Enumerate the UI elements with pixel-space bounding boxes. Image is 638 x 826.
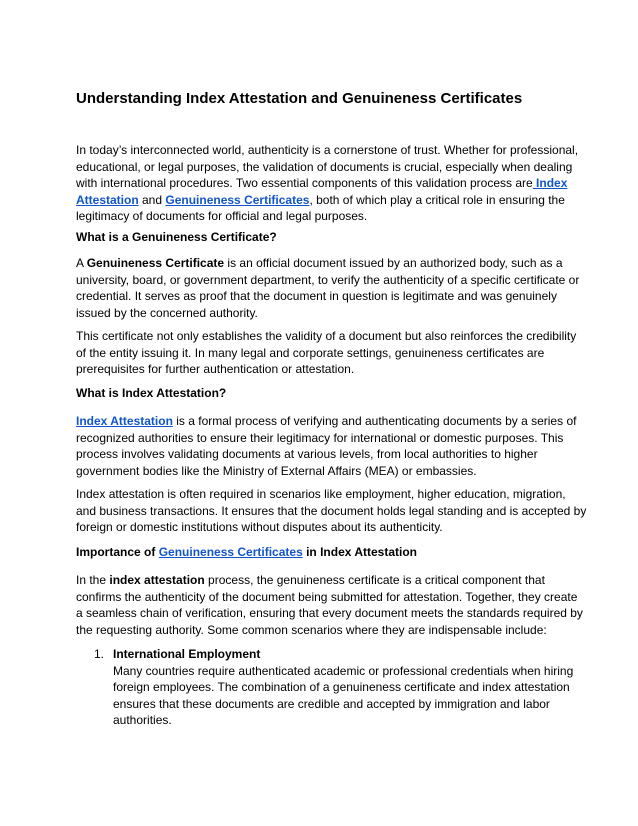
p2-line-3: prerequisites for further authentication or attestation.: [76, 362, 355, 376]
p5-line-2: confirms the authenticity of the document being submitted for attestation. Together, they create: [76, 589, 578, 604]
list-item-number: 1.: [94, 647, 105, 661]
p3-line-1: [76, 413, 576, 430]
index-attestation-definition-paragraph: [76, 413, 576, 479]
p1-line-3: credential. It serves as proof that the document in question is legitimate and was genuinely: [76, 289, 557, 303]
p4-line-3: foreign or domestic institutions without disputes about its authenticity.: [76, 520, 443, 534]
p5-line-4: the requesting authority. Some common scenarios where they are indispensable include:: [76, 622, 547, 637]
h3-pre: Importance of: [76, 545, 159, 559]
p3-line-2: recognized authorities to ensure their legitimacy for international or domestic purposes. This: [76, 430, 564, 445]
index-attestation-link-cont[interactable]: Attestation: [76, 192, 139, 207]
genuineness-certificates-link[interactable]: Genuineness Certificates: [165, 192, 310, 207]
p1-line-4: issued by the concerned authority.: [76, 305, 258, 320]
intro-line-1: In today’s interconnected world, authenticity is a cornerstone of trust. Whether for professional,: [76, 143, 579, 157]
page-title: Understanding Index Attestation and Genuineness Certificates: [76, 90, 523, 107]
list-item-line-1: Many countries require authenticated academic or professional credentials when hiring: [113, 663, 574, 678]
genuineness-definition-paragraph: [76, 255, 580, 321]
p4-line-2: and business transactions. It ensures that the document holds legal standing and is accepted by: [76, 503, 587, 518]
intro-paragraph: [76, 142, 579, 225]
index-attestation-link[interactable]: Index: [532, 176, 568, 190]
genuineness-certificates-link-2[interactable]: Genuineness Certificates: [158, 545, 303, 559]
p1-bold-term: Genuineness Certificate: [86, 256, 225, 270]
section-heading-importance: [76, 544, 417, 561]
p2-line-2: of the entity issuing it. In many legal and corporate settings, genuineness certificates are: [76, 345, 545, 360]
p4-line-1: Index attestation is often required in scenarios like employment, higher education, migration,: [76, 487, 566, 501]
section-heading-genuineness: What is a Genuineness Certificate?: [76, 230, 277, 244]
intro-line-2: educational, or legal purposes, the validation of documents is crucial, especially when dealing: [76, 159, 573, 174]
intro-line-4: [76, 192, 576, 209]
p1-text-b: is an official document issued by an authorized body, such as a: [224, 256, 563, 270]
p3-text: is a formal process of verifying and authenticating documents by a series of: [172, 414, 577, 428]
genuineness-credibility-paragraph: [76, 328, 576, 378]
h3-post: in Index Attestation: [302, 545, 417, 559]
p5-bold-term: index attestation: [109, 573, 205, 587]
index-attestation-link-2[interactable]: Index Attestation: [76, 414, 173, 428]
p5-text-a: In the: [76, 573, 110, 587]
intro-line-3: [76, 175, 576, 192]
intro-line-4-text: , both of which play a critical role in ensuring the: [309, 192, 565, 207]
p2-line-1: This certificate not only establishes the validity of a document but also reinforces the credibility: [76, 329, 577, 343]
list-item-line-3: ensures that these documents are credible and accepted by immigration and labor: [113, 696, 550, 711]
index-attestation-usage-paragraph: [76, 486, 587, 536]
p5-line-1: [76, 572, 576, 589]
list-item-body: [113, 663, 573, 729]
list-item-line-2: foreign employees. The combination of a genuineness certificate and index attestation: [113, 680, 570, 694]
p1-line-1: [76, 255, 576, 272]
p5-text-b: process, the genuineness certificate is a critical component that: [204, 573, 545, 587]
list-item-title: International Employment: [113, 647, 261, 661]
p3-line-3: process involves validating documents at various levels, from local authorities to higher: [76, 447, 538, 461]
intro-line-5: legitimacy of documents for official and legal purposes.: [76, 209, 368, 223]
intro-line-3-text: with international procedures. Two essential components of this validation process are: [76, 176, 533, 190]
p3-line-4: government bodies like the Ministry of External Affairs (MEA) or embassies.: [76, 463, 477, 478]
importance-paragraph: [76, 572, 583, 638]
section-heading-index-attestation: What is Index Attestation?: [76, 386, 227, 400]
intro-and: and: [138, 192, 166, 207]
p1-line-2: university, board, or government department, to verify the authenticity of a specific certificate or: [76, 272, 580, 287]
list-item-line-4: authorities.: [113, 713, 172, 727]
p5-line-3: a seamless chain of verification, ensuring that every document meets the standards required by: [76, 606, 583, 620]
p1-text-a: A: [76, 256, 87, 270]
